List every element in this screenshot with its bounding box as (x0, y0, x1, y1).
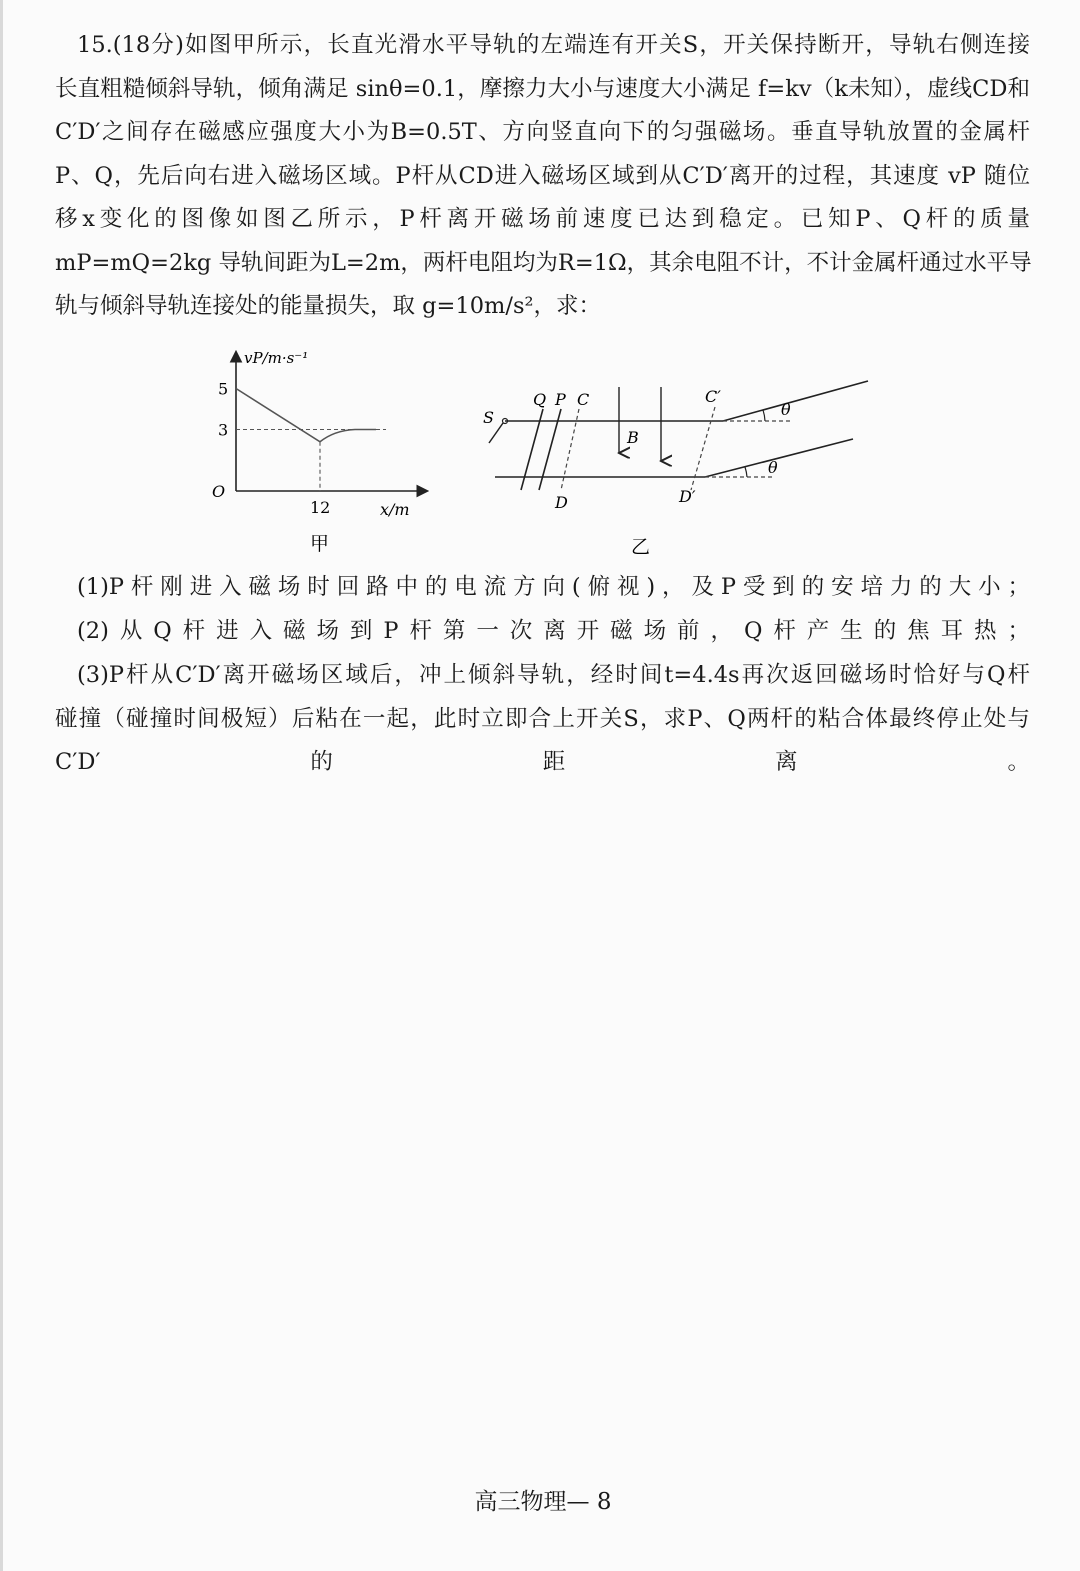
problem-line: mP=mQ=2kg 导轨间距为L=2m，两杆电阻均为R=1Ω，其余电阻不计，不计金属杆通过水平导 (55, 249, 1032, 276)
question-1 (55, 566, 1030, 610)
figure-yi-diagram (483, 345, 883, 560)
angle-arc-bottom (745, 467, 747, 477)
switch-s-label: S (483, 408, 494, 427)
question-line: (3)P杆从C′D′离开磁场区域后，冲上倾斜导轨，经时间t=4.4s再次返回磁场时恰好与Q杆 (77, 662, 1030, 688)
question-line: (2)从Q杆进入磁场到P杆第一次离开磁场前，Q杆产生的焦耳热； (77, 618, 1030, 644)
boundary-d-prime-label: D′ (679, 487, 696, 506)
origin-label: O (212, 482, 226, 501)
velocity-curve (236, 389, 376, 442)
figures (198, 345, 888, 560)
x-axis-label: x/m (380, 500, 410, 519)
question-line: C′D′的距离。 (55, 749, 1030, 775)
figure-yi-caption: 乙 (631, 536, 651, 558)
problem-line: 长直粗糙倾斜导轨，倾角满足 sinθ=0.1，摩擦力大小与速度大小满足 f=kv（k未知），虚线CD和 (55, 75, 1030, 102)
problem-line: 轨与倾斜导轨连接处的能量损失，取 g=10m/s²，求： (55, 293, 602, 319)
angle-arc-top (763, 410, 765, 421)
problem-line: 移x变化的图像如图乙所示，P杆离开磁场前速度已达到稳定。已知P、Q杆的质量 (55, 206, 1030, 232)
bottom-incline-rail (705, 439, 853, 477)
x-tick-label: 12 (310, 498, 331, 517)
problem-statement (55, 24, 1030, 329)
rod-q-label: Q (533, 390, 547, 409)
b-field-label: B (627, 428, 639, 447)
y-tick-label: 5 (218, 379, 229, 399)
theta-label-bottom: θ (768, 458, 778, 477)
page-footer: 高三物理— 8 (474, 1489, 612, 1515)
question-line: (1)P杆刚进入磁场时回路中的电流方向(俯视)，及P受到的安培力的大小； (77, 574, 1030, 600)
rod-p-label: P (555, 390, 566, 409)
boundary-d-label: D (555, 493, 568, 512)
problem-line: 15.(18分)如图甲所示，长直光滑水平导轨的左端连有开关S，开关保持断开，导轨右侧连接 (77, 32, 1030, 58)
question-3 (55, 654, 1030, 785)
problem-line: C′D′之间存在磁感应强度大小为B=0.5T、方向竖直向下的匀强磁场。垂直导轨放置的金属杆 (55, 119, 1030, 145)
boundary-c-prime-label: C′ (705, 387, 721, 406)
question-line: 碰撞（碰撞时间极短）后粘在一起，此时立即合上开关S，求P、Q两杆的粘合体最终停止处与 (55, 705, 1030, 732)
figure-jia-caption: 甲 (310, 533, 330, 555)
top-incline-rail (723, 381, 868, 421)
y-axis-label: vP/m·s⁻¹ (244, 349, 309, 367)
problem-line: P、Q，先后向右进入磁场区域。P杆从CD进入磁场区域到从C′D′离开的过程，其速度 vP 随位 (55, 162, 1030, 189)
question-2 (55, 610, 1030, 654)
boundary-c-label: C (577, 390, 590, 409)
theta-label-top: θ (781, 400, 791, 419)
figure-jia-graph (198, 345, 438, 560)
y-tick-label: 3 (218, 420, 229, 440)
